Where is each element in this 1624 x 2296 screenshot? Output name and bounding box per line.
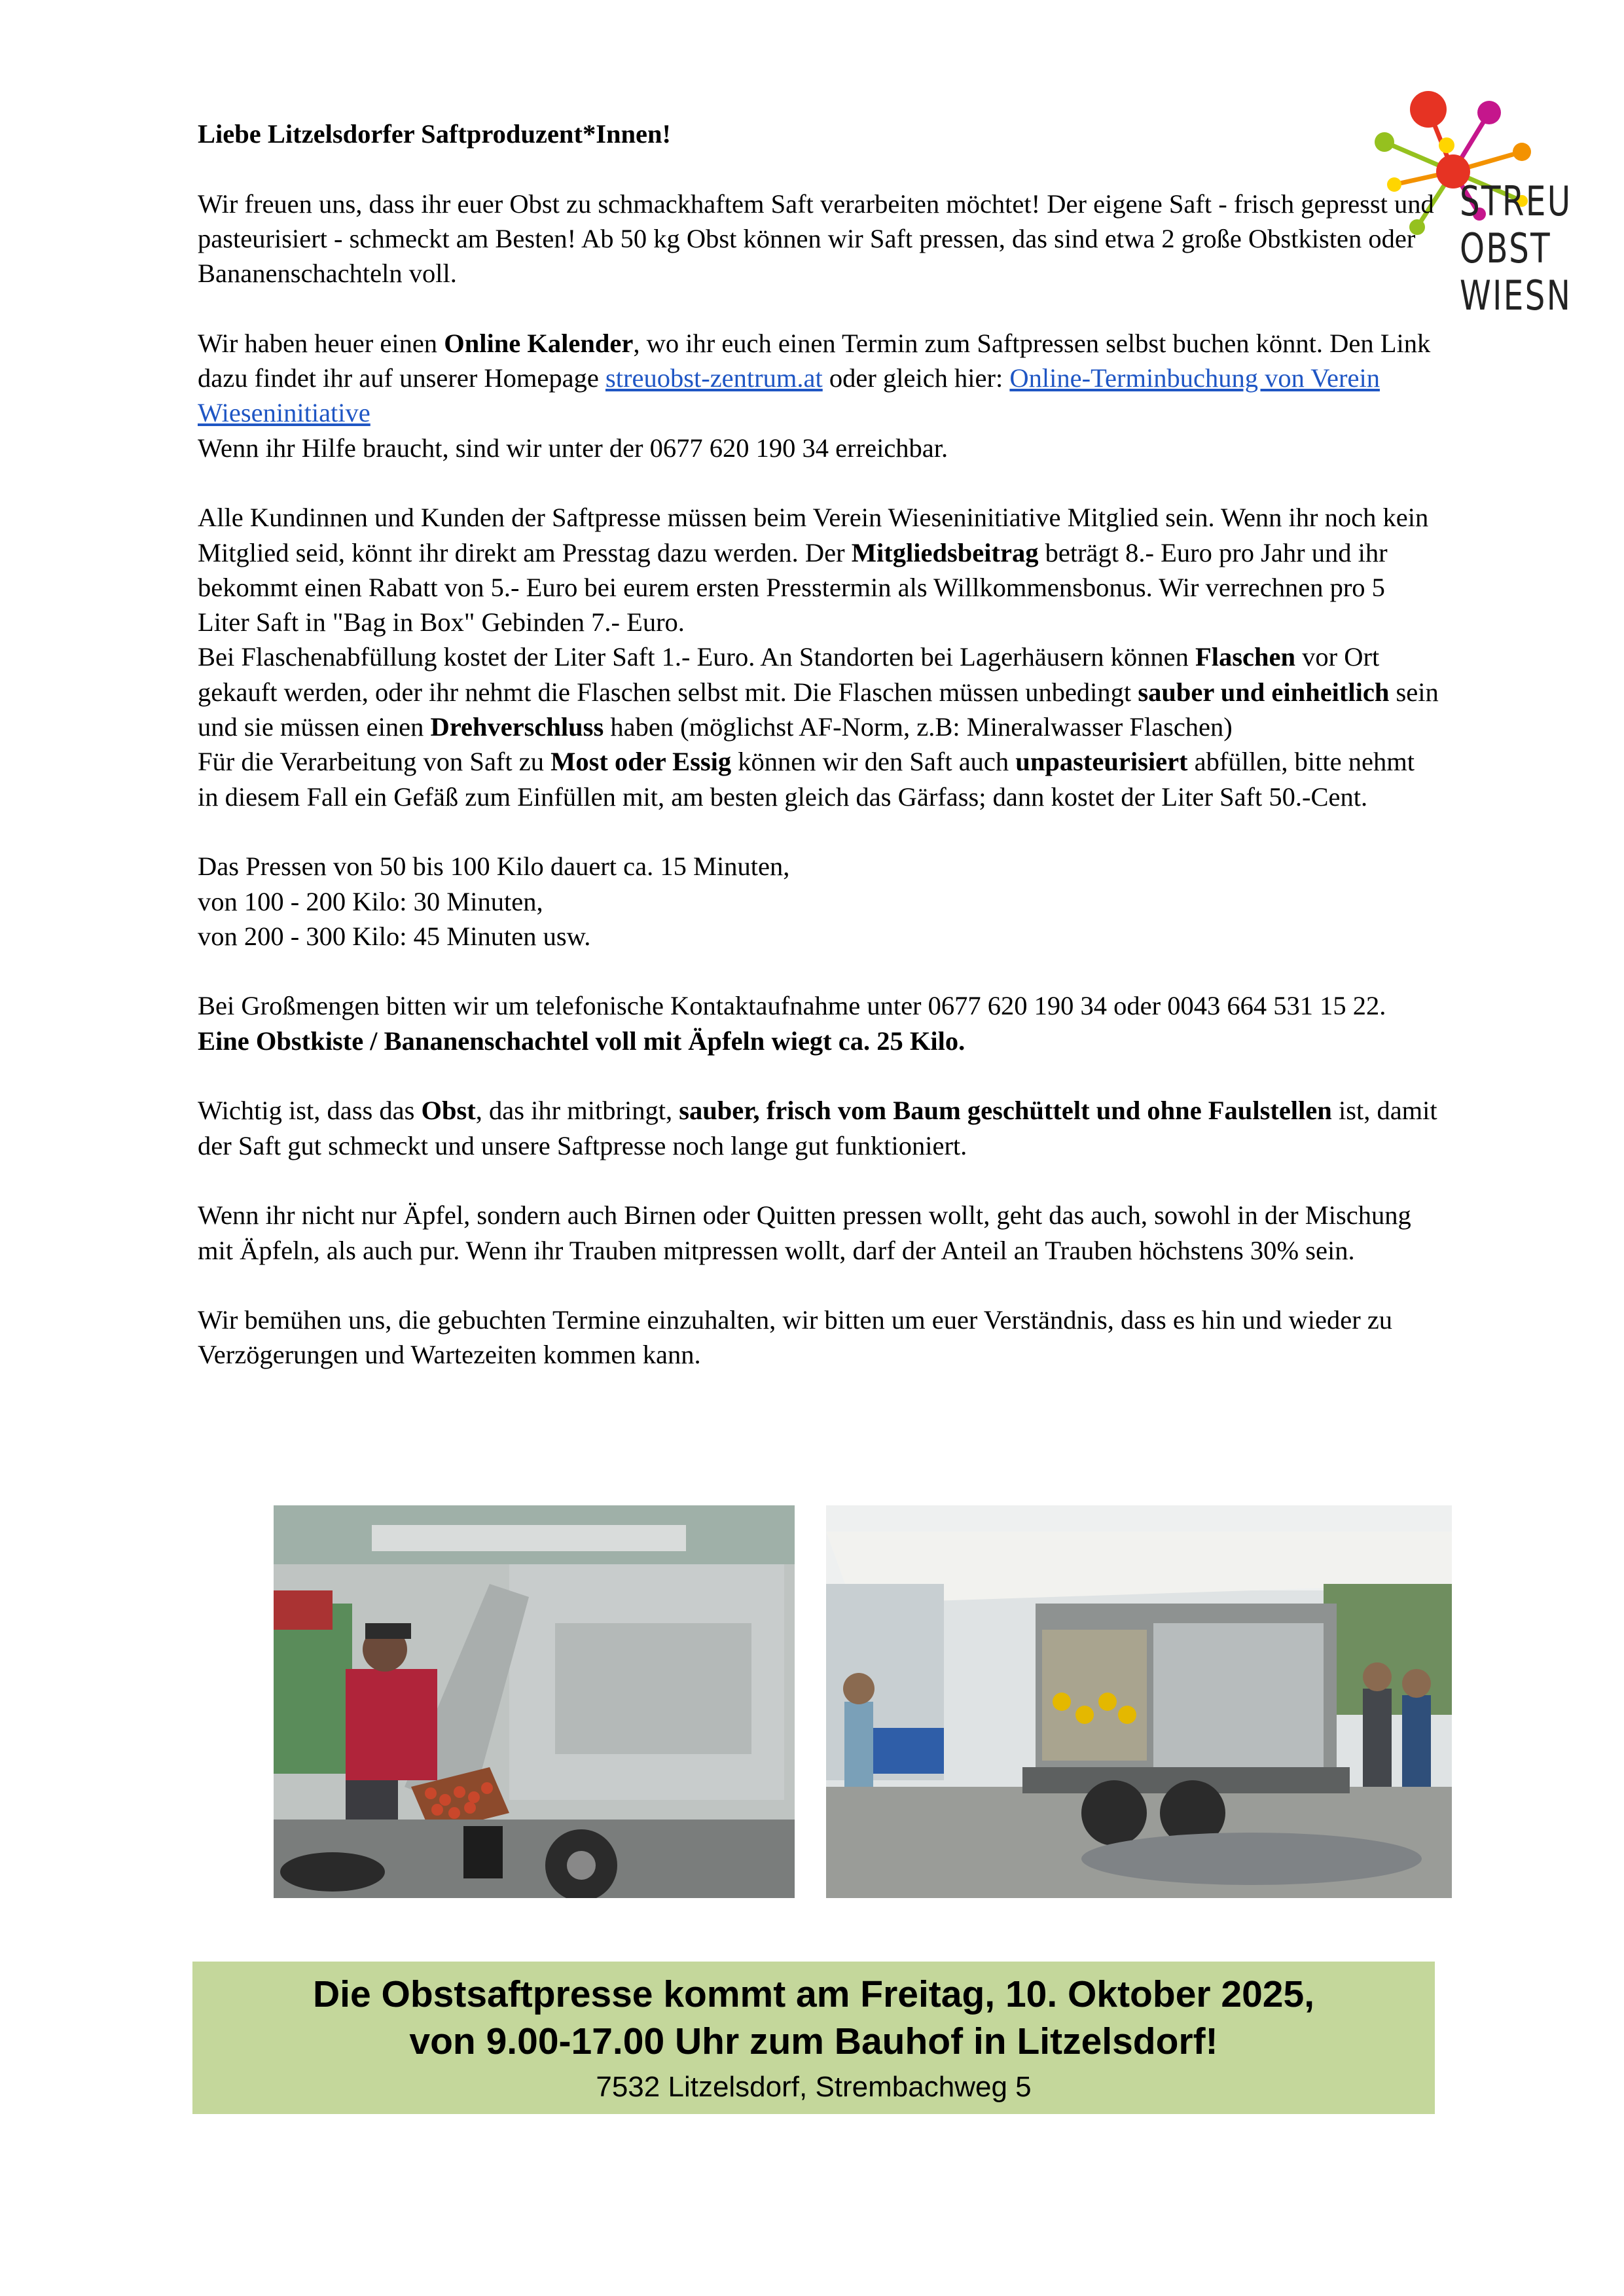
letter-body (198, 117, 1441, 1407)
logo-wordmark (1460, 177, 1572, 319)
bottles-paragraph: Bei Flaschenabfüllung kostet der Liter Saft 1.- Euro. An Standorten bei Lagerhäusern können Flaschen vor Ort gekauft werden, oder ihr nehmt die Flaschen selbst mit. Die Flaschen müssen unbedingt sauber und einheitlich sein und sie müssen einen Drehverschluss haben (möglichst AF-Norm, z.B: Mineralwasser Flaschen) (198, 642, 1439, 742)
quality-paragraph: Wichtig ist, dass das Obst, das ihr mitbringt, sauber, frisch vom Baum geschüttelt und ohne Faulstellen ist, damit der Saft gut schmeckt und unsere Saftpresse noch lange gut funktioniert. (198, 1096, 1437, 1160)
weight-note: Eine Obstkiste / Bananenschachtel voll mit Äpfeln wiegt ca. 25 Kilo. (198, 1026, 965, 1056)
greeting: Liebe Litzelsdorfer Saftproduzent*Innen! (198, 119, 671, 149)
duration-line: von 100 - 200 Kilo: 30 Minuten, (198, 886, 543, 916)
delays-paragraph: Wir bemühen uns, die gebuchten Termine einzuhalten, wir bitten um euer Verständnis, dass es hin und wieder zu Verzögerungen und Wartezeiten kommen kann. (198, 1305, 1393, 1370)
photo-apple-press-loading-icon (274, 1505, 795, 1898)
banner-line-1: Die Obstsaftpresse kommt am Freitag, 10. Oktober 2025, (312, 1973, 1315, 2015)
intro-paragraph: Wir freuen uns, dass ihr euer Obst zu schmackhaftem Saft verarbeiten möchtet! Der eigene Saft - frisch gepresst und pasteurisiert - schmeckt am Besten! Ab 50 kg Obst können wir Saft pressen, das sind etwa 2 große Obstkisten oder Bananenschachteln voll. (198, 188, 1434, 289)
contact-paragraph: Bei Großmengen bitten wir um telefonische Kontaktaufnahme unter 0677 620 190 34 oder 0043 664 531 15 22. (198, 991, 1386, 1021)
banner-line-2: von 9.00-17.00 Uhr zum Bauhof in Litzelsdorf! (409, 2020, 1218, 2062)
duration-line: von 200 - 300 Kilo: 45 Minuten usw. (198, 921, 591, 951)
calendar-paragraph: Wir haben heuer einen Online Kalender, wo ihr euch einen Termin zum Saftpressen selbst buchen könnt. Den Link dazu findet ihr auf unserer Homepage streuobst-zentrum.at oder gleich hier: Online-Terminbuchung von Verein Wieseninitiative (198, 328, 1431, 428)
online-booking-link[interactable]: Online-Terminbuchung von Verein Wieseninitiative (198, 363, 1380, 428)
unpasteurized-paragraph: Für die Verarbeitung von Saft zu Most oder Essig können wir den Saft auch unpasteurisiert abfüllen, bitte nehmt in diesem Fall ein Gefäß zum Einfüllen mit, am besten gleich das Gärfass; dann kostet der Liter Saft 50.-Cent. (198, 747, 1415, 812)
logo-line-3: WIESN (1460, 272, 1572, 319)
banner-address: 7532 Litzelsdorf, Strembachweg 5 (596, 2071, 1032, 2103)
help-line: Wenn ihr Hilfe braucht, sind wir unter der 0677 620 190 34 erreichbar. (198, 433, 948, 463)
logo-line-2: OBST (1460, 224, 1551, 272)
photo-mobile-press-trailer-icon (826, 1505, 1452, 1898)
logo-line-1: STREU (1460, 177, 1572, 225)
event-banner (192, 1962, 1435, 2114)
durations-list (198, 849, 1441, 954)
homepage-link[interactable]: streuobst-zentrum.at (605, 363, 823, 393)
duration-line: Das Pressen von 50 bis 100 Kilo dauert ca. 15 Minuten, (198, 852, 790, 882)
membership-paragraph: Alle Kundinnen und Kunden der Saftpresse müssen beim Verein Wieseninitiative Mitglied sein. Wenn ihr noch kein Mitglied seid, könnt ihr direkt am Presstag dazu werden. Der Mitgliedsbeitrag beträgt 8.- Euro pro Jahr und ihr bekommt einen Rabatt von 5.- Euro bei eurem ersten Presstermin als Willkommensbonus. Wir verrechnen pro 5 Liter Saft in "Bag in Box" Gebinden 7.- Euro. (198, 503, 1429, 637)
fruits-paragraph: Wenn ihr nicht nur Äpfel, sondern auch Birnen oder Quitten pressen wollt, geht das auch, sowohl in der Mischung mit Äpfeln, als auch pur. Wenn ihr Trauben mitpressen wollt, darf der Anteil an Trauben höchstens 30% sein. (198, 1200, 1411, 1265)
